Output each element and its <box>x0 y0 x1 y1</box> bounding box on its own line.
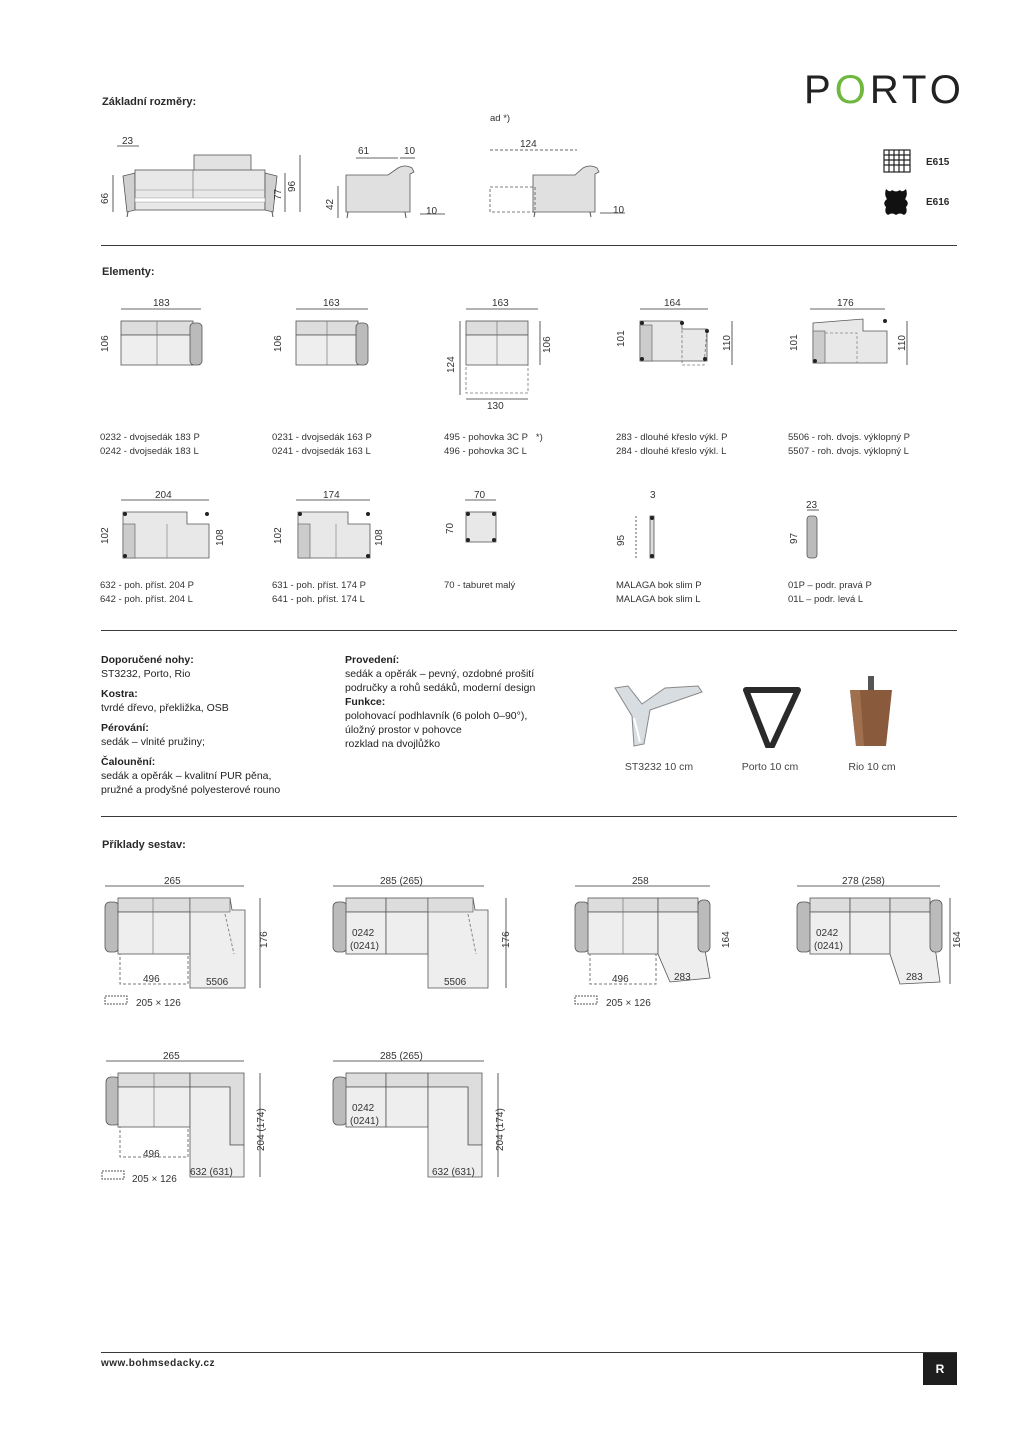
svg-text:285 (265): 285 (265) <box>380 1051 423 1062</box>
section-title-basic-dims: Základní rozměry: <box>102 96 197 108</box>
brand-letters-end: RTO <box>869 68 965 112</box>
svg-text:(0241): (0241) <box>814 941 843 952</box>
element-label: 631 - poh. příst. 174 P 641 - poh. příst. 174 L <box>272 580 367 605</box>
element-183 <box>95 295 215 425</box>
svg-text:3: 3 <box>650 490 656 501</box>
svg-text:108: 108 <box>215 529 226 546</box>
element-label: 632 - poh. příst. 204 P 642 - poh. příst. 204 L <box>100 580 195 605</box>
element-malaga <box>612 488 672 568</box>
svg-text:110: 110 <box>722 335 733 351</box>
side-view-diagram <box>320 140 455 225</box>
svg-text:70: 70 <box>445 522 456 534</box>
svg-text:23: 23 <box>806 500 818 511</box>
svg-text:101: 101 <box>789 334 800 351</box>
svg-text:130: 130 <box>487 401 504 412</box>
dim-side-leg: 10 <box>426 206 438 217</box>
wood-leg-icon <box>846 676 896 753</box>
brand-letters: P <box>804 68 835 112</box>
svg-text:265: 265 <box>164 876 181 887</box>
svg-text:97: 97 <box>789 532 800 544</box>
element-70 <box>440 488 520 558</box>
svg-text:176: 176 <box>501 931 512 948</box>
svg-text:204 (174): 204 (174) <box>256 1108 267 1151</box>
element-label: 01P – podr. pravá P 01L – podr. levá L <box>788 580 872 605</box>
svg-text:632 (631): 632 (631) <box>432 1167 475 1178</box>
element-label: 283 - dlouhé křeslo výkl. P 284 - dlouhé křeslo výkl. L <box>616 432 728 457</box>
element-label: 70 - taburet malý <box>444 580 516 591</box>
black-leg-icon <box>742 686 802 753</box>
svg-text:174: 174 <box>323 490 340 501</box>
element-label: MALAGA bok slim P MALAGA bok slim L <box>616 580 702 605</box>
footer-url[interactable]: www.bohmsedacky.cz <box>101 1358 216 1369</box>
dim-bed-len: 124 <box>520 139 537 150</box>
svg-text:278 (258): 278 (258) <box>842 876 885 887</box>
fabric-icon <box>882 148 912 174</box>
brand-logo <box>804 68 965 113</box>
front-view-diagram <box>95 130 310 225</box>
svg-text:5506: 5506 <box>444 977 467 988</box>
svg-text:204 (174): 204 (174) <box>495 1108 506 1151</box>
bed-note: ad *) <box>490 113 511 124</box>
svg-text:496: 496 <box>612 974 629 985</box>
example-6 <box>328 1045 518 1185</box>
specs-column-1: Doporučené nohy: ST3232, Porto, Rio Kostra: tvrdé dřevo, překližka, OSB Pérování: sedák – vlnité pružiny; Čalounění: sedák a opěrák – kvalitní PUR pěna, pružné a prodyšné polyesterové rouno <box>101 654 281 796</box>
element-label: 5506 - roh. dvojs. výklopný P 5507 - roh. dvojs. výklopný L <box>788 432 910 457</box>
material-code-e616: E616 <box>926 197 950 208</box>
svg-text:285 (265): 285 (265) <box>380 876 423 887</box>
svg-text:176: 176 <box>259 931 270 948</box>
leg-name: Rio 10 cm <box>848 761 896 773</box>
dim-side-depth: 61 <box>358 146 370 157</box>
svg-text:205 × 126: 205 × 126 <box>132 1174 177 1185</box>
material-code-e615: E615 <box>926 157 950 168</box>
chrome-leg-icon <box>610 682 705 757</box>
svg-text:164: 164 <box>721 931 732 948</box>
svg-text:106: 106 <box>542 336 553 353</box>
svg-text:95: 95 <box>616 534 627 546</box>
svg-text:(0241): (0241) <box>350 941 379 952</box>
element-01p <box>785 498 845 568</box>
divider <box>101 245 957 246</box>
leg-name: Porto 10 cm <box>741 761 799 773</box>
svg-text:176: 176 <box>837 298 854 309</box>
divider <box>101 816 957 817</box>
element-label: 495 - pohovka 3C P *) 496 - pohovka 3C L <box>444 432 543 457</box>
element-label: 0232 - dvojsedák 183 P 0242 - dvojsedák 183 L <box>100 432 200 457</box>
svg-text:283: 283 <box>906 972 923 983</box>
divider <box>101 630 957 631</box>
example-2 <box>328 870 518 995</box>
leather-icon <box>880 187 912 222</box>
leg-name: ST3232 10 cm <box>624 761 694 773</box>
svg-text:163: 163 <box>323 298 340 309</box>
divider <box>101 1352 957 1353</box>
svg-text:124: 124 <box>446 356 457 373</box>
dim-side-head: 10 <box>404 146 416 157</box>
page-marker: R <box>923 1353 957 1385</box>
svg-text:183: 183 <box>153 298 170 309</box>
example-3 <box>570 870 750 1015</box>
svg-text:205 × 126: 205 × 126 <box>606 998 651 1009</box>
svg-text:5506: 5506 <box>206 977 229 988</box>
svg-text:496: 496 <box>143 1149 160 1160</box>
svg-text:496: 496 <box>143 974 160 985</box>
svg-text:102: 102 <box>100 527 111 544</box>
svg-text:108: 108 <box>374 529 385 546</box>
svg-text:0242: 0242 <box>352 1103 375 1114</box>
element-label: 0231 - dvojsedák 163 P 0241 - dvojsedák 163 L <box>272 432 372 457</box>
section-title-examples: Příklady sestav: <box>102 839 186 851</box>
svg-text:258: 258 <box>632 876 649 887</box>
svg-text:283: 283 <box>674 972 691 983</box>
element-495 <box>440 295 570 420</box>
bed-view-diagram <box>485 135 645 225</box>
svg-text:102: 102 <box>273 527 284 544</box>
dim-front-h1: 66 <box>100 192 111 204</box>
svg-text:110: 110 <box>897 335 908 351</box>
svg-text:632 (631): 632 (631) <box>190 1167 233 1178</box>
element-283 <box>612 295 742 420</box>
svg-text:0242: 0242 <box>816 928 839 939</box>
specs-column-2: Provedení: sedák a opěrák – pevný, ozdobné prošití područky a rohů sedáků, moderní design Funkce: polohovací podhlavník (6 poloh 0–90°), úložný prostor v pohovce rozklad na dvojlůžko <box>345 654 536 750</box>
svg-text:70: 70 <box>474 490 486 501</box>
svg-text:0242: 0242 <box>352 928 375 939</box>
svg-text:164: 164 <box>664 298 681 309</box>
brand-accent-letter: O <box>834 68 870 112</box>
section-title-elements: Elementy: <box>102 266 155 278</box>
svg-text:164: 164 <box>952 931 963 948</box>
dim-front-h2: 77 <box>273 188 284 200</box>
element-632 <box>95 488 230 573</box>
svg-text:163: 163 <box>492 298 509 309</box>
dim-side-seat-h: 42 <box>325 198 336 210</box>
example-1 <box>100 870 280 1015</box>
svg-text:101: 101 <box>616 330 627 347</box>
svg-text:205 × 126: 205 × 126 <box>136 998 181 1009</box>
dim-front-h3: 96 <box>287 180 298 192</box>
svg-text:265: 265 <box>163 1051 180 1062</box>
dim-bed-leg: 10 <box>613 205 625 216</box>
dim-front-w: 23 <box>122 136 134 147</box>
element-163 <box>268 295 388 425</box>
svg-text:106: 106 <box>100 335 111 352</box>
svg-text:106: 106 <box>273 335 284 352</box>
element-5506 <box>785 295 920 420</box>
element-631 <box>268 488 393 573</box>
example-4 <box>792 870 972 995</box>
example-5 <box>98 1045 278 1190</box>
svg-text:204: 204 <box>155 490 172 501</box>
svg-text:(0241): (0241) <box>350 1116 379 1127</box>
